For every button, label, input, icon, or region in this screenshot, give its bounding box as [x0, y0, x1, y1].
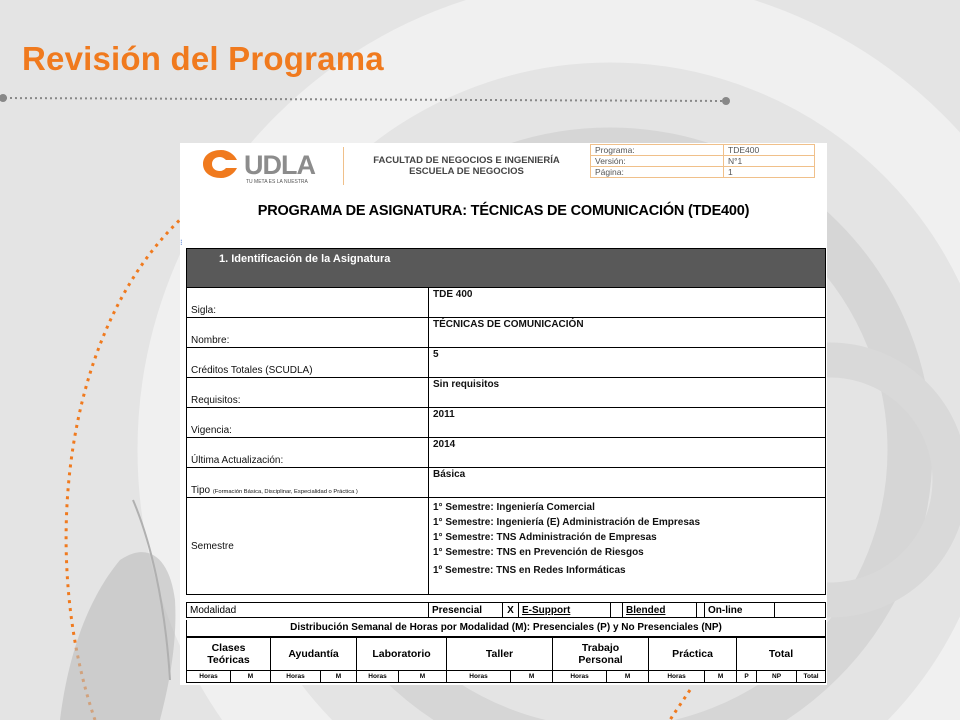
row-value: Sin requisitos: [429, 378, 826, 408]
semester-line: 1° Semestre: TNS en Prevención de Riesgos: [433, 547, 644, 558]
modality-selected-mark: X: [503, 603, 519, 618]
table-row: [187, 378, 826, 408]
modality-empty-cell: [775, 603, 826, 618]
logo-tagline: TU META ES LA NUESTRA: [246, 179, 308, 185]
table-row: [187, 468, 826, 498]
row-value: 2014: [429, 438, 826, 468]
row-label: Última Actualización:: [187, 438, 429, 468]
meta-label: Versión:: [591, 156, 724, 167]
row-label-tipo: [187, 468, 429, 498]
hours-subheader-row: [187, 671, 826, 683]
sub-m: M: [321, 671, 357, 683]
header-laboratorio: Laboratorio: [357, 638, 447, 671]
sub-horas: Horas: [649, 671, 705, 683]
row-value: 2011: [429, 408, 826, 438]
modality-empty-cell: [697, 603, 705, 618]
cursor-marker-icon: ⁝: [180, 238, 183, 247]
hours-header-row: [187, 638, 826, 671]
header-clases-teoricas: [187, 638, 271, 671]
divider-dot-right: [722, 97, 730, 105]
sub-total: Total: [797, 671, 826, 683]
archer-silhouette: [60, 552, 175, 720]
sub-horas: Horas: [187, 671, 231, 683]
modality-row: [186, 602, 826, 618]
row-label: Vigencia:: [187, 408, 429, 438]
header-line: Teóricas: [207, 654, 250, 666]
tipo-note: (Formación Básica, Disciplinar, Especialidad o Práctica ): [212, 489, 358, 495]
meta-row: [591, 156, 815, 167]
sub-horas: Horas: [553, 671, 607, 683]
row-value: Básica: [429, 468, 826, 498]
header-trabajo-personal: [553, 638, 649, 671]
sub-m: M: [607, 671, 649, 683]
faculty-header: [343, 147, 589, 185]
tipo-label: Tipo: [191, 485, 211, 496]
row-label: Créditos Totales (SCUDLA): [187, 348, 429, 378]
table-row: [187, 438, 826, 468]
logo-wordmark: UDLA: [244, 150, 315, 180]
udla-logo-icon: [202, 148, 240, 180]
sub-p: P: [737, 671, 757, 683]
sub-m: M: [705, 671, 737, 683]
row-label: Sigla:: [187, 288, 429, 318]
distribution-title: Distribución Semanal de Horas por Modalidad (M): Presenciales (P) y No Presenciales (NP): [186, 620, 826, 637]
modality-blended: Blended: [623, 603, 697, 618]
meta-label: Programa:: [591, 145, 724, 156]
semester-line: 1° Semestre: Ingeniería Comercial: [433, 502, 595, 513]
sub-m: M: [399, 671, 447, 683]
divider-dot-left: [0, 94, 7, 102]
modality-empty-cell: [611, 603, 623, 618]
meta-value: 1: [724, 167, 815, 178]
semester-row: [187, 498, 826, 595]
table-row: [187, 348, 826, 378]
header-taller: Taller: [447, 638, 553, 671]
slide-title: Revisión del Programa: [22, 40, 384, 77]
row-label: Nombre:: [187, 318, 429, 348]
udla-logo: [202, 147, 322, 187]
meta-label: Página:: [591, 167, 724, 178]
identification-table: [186, 248, 826, 595]
school-name: ESCUELA DE NEGOCIOS: [409, 166, 524, 177]
header-line: Clases: [211, 642, 246, 654]
table-row: [187, 288, 826, 318]
sub-m: M: [231, 671, 271, 683]
header-total: Total: [737, 638, 826, 671]
table-row: [187, 408, 826, 438]
sub-horas: Horas: [447, 671, 511, 683]
sub-m: M: [511, 671, 553, 683]
sub-horas: Horas: [357, 671, 399, 683]
semester-line: 1° Semestre: TNS Administración de Empresas: [433, 532, 657, 543]
table-row: [187, 603, 826, 618]
row-value: 5: [429, 348, 826, 378]
modality-label: Modalidad: [187, 603, 429, 618]
faculty-name: FACULTAD DE NEGOCIOS E INGENIERÍA: [373, 155, 560, 166]
meta-value: TDE400: [724, 145, 815, 156]
section-header: 1. Identificación de la Asignatura: [187, 249, 826, 288]
orange-dotted-arc-right: [670, 690, 690, 720]
modality-esupport: E-Support: [519, 603, 611, 618]
program-document: [180, 143, 827, 685]
table-row: [187, 318, 826, 348]
modality-online: On-line: [705, 603, 775, 618]
row-value: TÉCNICAS DE COMUNICACIÓN: [429, 318, 826, 348]
meta-row: [591, 145, 815, 156]
meta-value: N°1: [724, 156, 815, 167]
header-line: Personal: [578, 654, 623, 666]
header-ayudantia: Ayudantía: [271, 638, 357, 671]
row-value: TDE 400: [429, 288, 826, 318]
row-label: Requisitos:: [187, 378, 429, 408]
semester-line: 1º Semestre: TNS en Redes Informáticas: [433, 565, 626, 576]
hours-table: [186, 637, 826, 683]
semester-line: 1° Semestre: Ingeniería (E) Administración de Empresas: [433, 517, 701, 528]
document-title: PROGRAMA DE ASIGNATURA: TÉCNICAS DE COMUNICACIÓN (TDE400): [257, 203, 750, 219]
semester-label: Semestre: [187, 498, 429, 595]
sub-np: NP: [757, 671, 797, 683]
document-meta-table: [590, 144, 815, 178]
section-header-row: [187, 249, 826, 288]
semester-values: [429, 498, 826, 595]
header-practica: Práctica: [649, 638, 737, 671]
sub-horas: Horas: [271, 671, 321, 683]
meta-row: [591, 167, 815, 178]
modality-presencial: Presencial: [429, 603, 503, 618]
header-line: Trabajo: [581, 642, 620, 654]
